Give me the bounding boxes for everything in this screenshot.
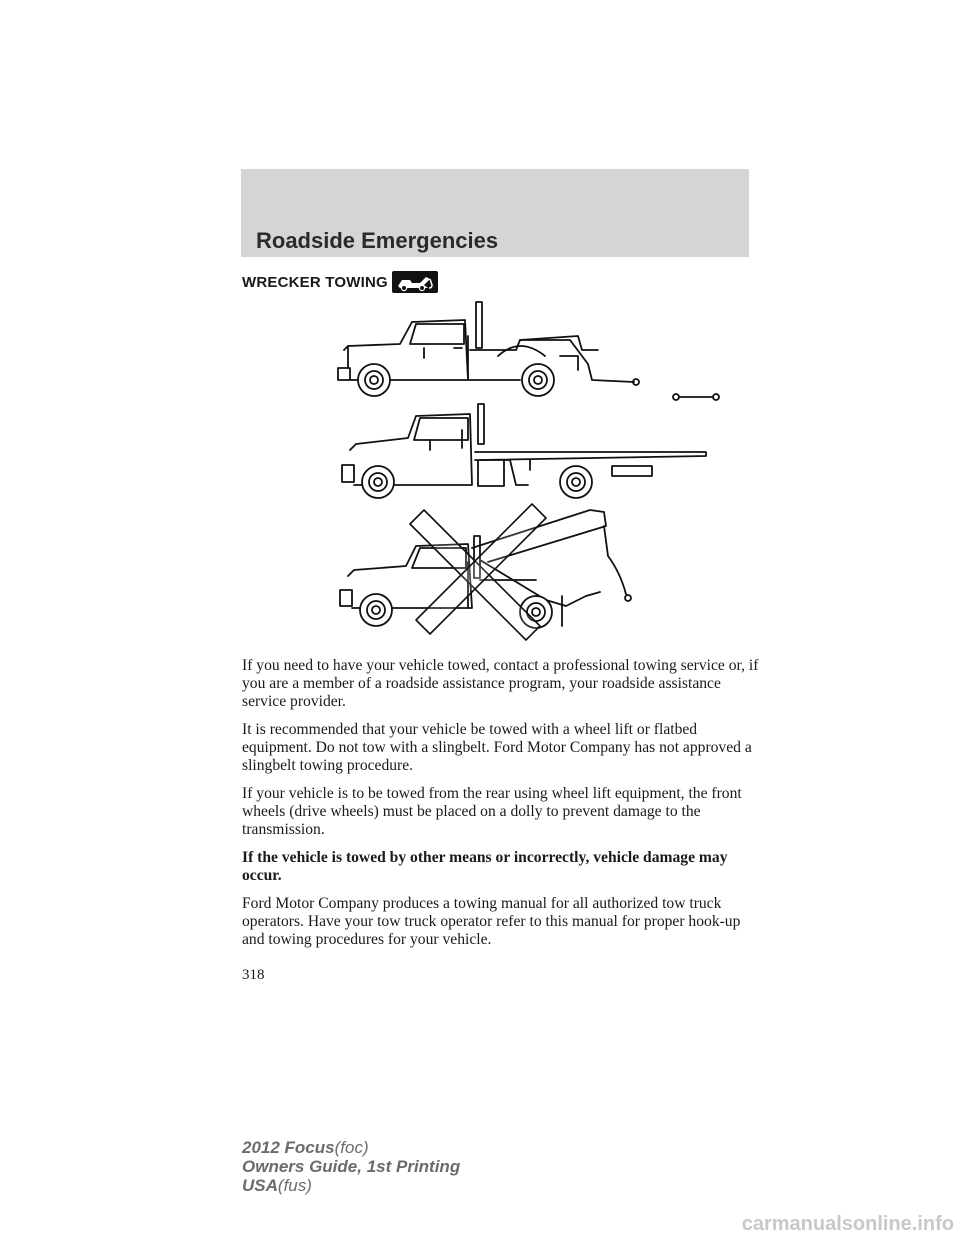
body-text [242,657,762,959]
paragraph-damage-warning: If the vehicle is towed by other means or incorrectly, vehicle damage may occur. [242,849,728,884]
footer-line-model [242,1138,460,1157]
paragraph-contact-towing: If you need to have your vehicle towed, contact a professional towing service or, if you are a member of a roadside assistance program, your roadside assistance service provider. [242,657,759,710]
tow-dolly [673,394,719,400]
footer-edition-info [242,1138,460,1195]
wrecker-towing-title: WRECKER TOWING [242,273,388,291]
footer-model-code: (foc) [334,1138,369,1157]
wrecker-towing-icon [392,271,438,293]
footer-line-region [242,1176,460,1195]
footer-region: USA [242,1176,278,1195]
paragraph-rear-towing: If your vehicle is to be towed from the rear using wheel lift equipment, the front wheels (drive wheels) must be placed on a dolly to prevent damage to the transmission. [242,785,742,838]
footer-region-code: (fus) [277,1176,312,1195]
footer-printing: Owners Guide, 1st Printing [242,1157,461,1176]
watermark: carmanualsonline.info [741,1213,954,1235]
wrecker-towing-heading [242,271,438,293]
section-title: Roadside Emergencies [256,228,499,253]
footer-model: 2012 Focus [242,1138,335,1157]
prohibited-cross-icon [410,504,546,640]
page-number: 318 [242,967,265,983]
footer-line-printing [242,1157,460,1176]
paragraph-towing-manual: Ford Motor Company produces a towing manual for all authorized tow truck operators. Have your tow truck operator refer to this manual for proper hook-up and towing procedures for your vehicle. [242,895,741,948]
wheel-lift-tow-truck [338,302,719,400]
flatbed-tow-truck [342,404,706,498]
sling-belt-tow-truck [340,504,631,640]
towing-methods-illustration [320,300,740,650]
paragraph-recommended-equipment: It is recommended that your vehicle be towed with a wheel lift or flatbed equipment. Do not tow with a slingbelt. Ford Motor Company has not approved a slingbelt towing procedure. [242,721,752,774]
